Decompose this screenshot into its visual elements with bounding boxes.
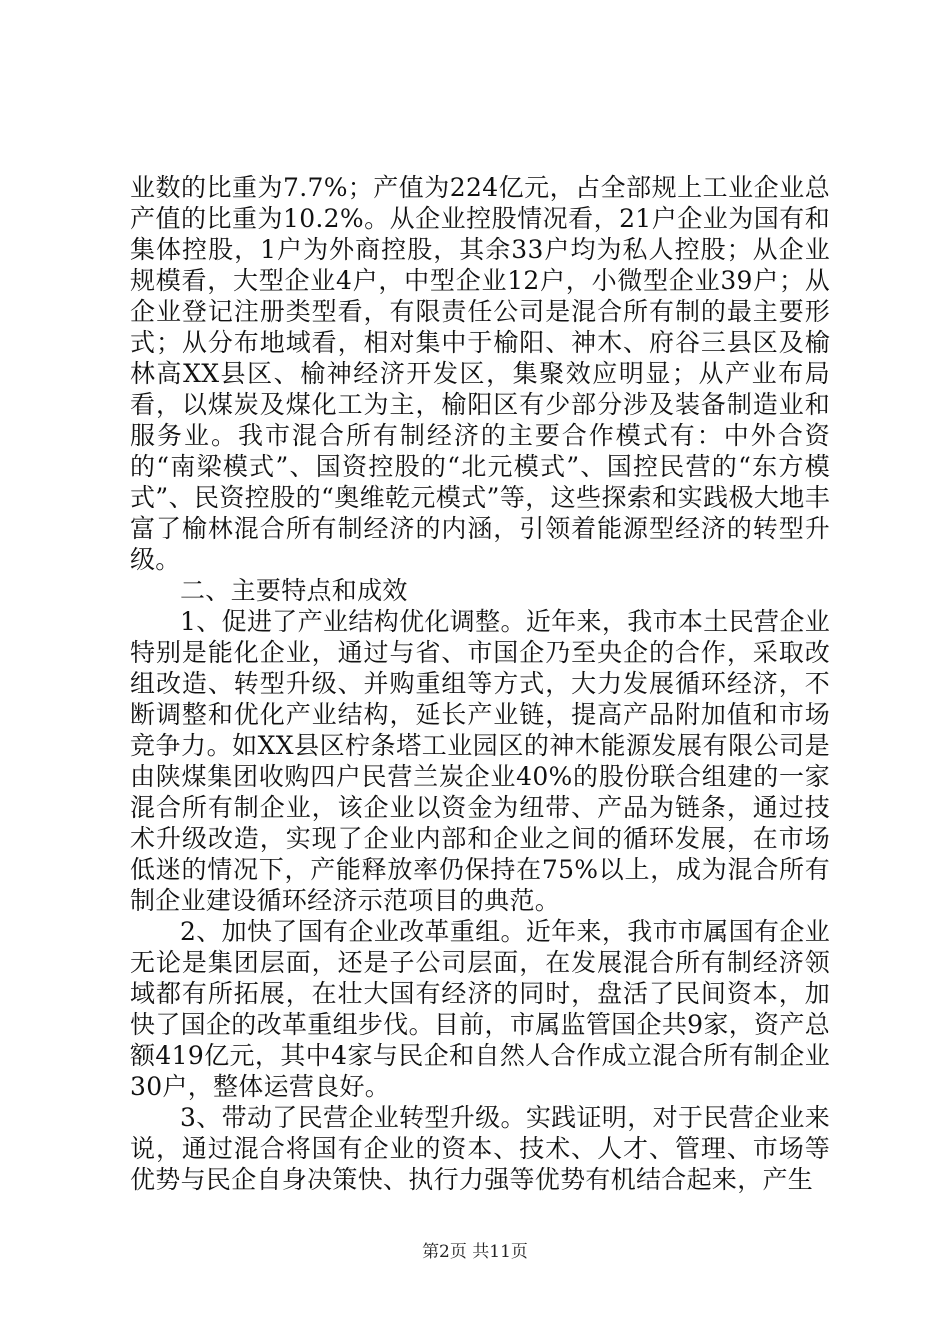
document-body (130, 172, 830, 1195)
paragraph-soe-reform: 2、加快了国有企业改革重组。近年来，我市市属国有企业无论是集团层面，还是子公司层面，在发展混合所有制经济领域都有所拓展，在壮大国有经济的同时，盘活了民间资本，加快了国企的改革重组步伐。目前，市属监管国企共9家，资产总额419亿元，其中4家与民企和自然人合作成立混合所有制企业30户，整体运营良好。 (130, 917, 830, 1101)
paragraph-continuation: 业数的比重为7.7%；产值为224亿元，占全部规上工业企业总产值的比重为10.2%。从企业控股情况看，21户企业为国有和集体控股，1户为外商控股，其余33户均为私人控股；从企业规模看，大型企业4户，中型企业12户，小微型企业39户；从企业登记注册类型看，有限责任公司是混合所有制的最主要形式；从分布地域看，相对集中于榆阳、神木、府谷三县区及榆林高XX县区、榆神经济开发区，集聚效应明显；从产业布局看，以煤炭及煤化工为主，榆阳区有少部分涉及装备制造业和服务业。我市混合所有制经济的主要合作模式有：中外合资的“南梁模式”、国资控股的“北元模式”、国控民营的“东方模式”、民资控股的“奥维乾元模式”等，这些探索和实践极大地丰富了榆林混合所有制经济的内涵，引领着能源型经济的转型升级。 (130, 173, 830, 574)
paragraph-private-enterprise: 3、带动了民营企业转型升级。实践证明，对于民营企业来说，通过混合将国有企业的资本、技术、人才、管理、市场等优势与民企自身决策快、执行力强等优势有机结合起来，产生 (130, 1103, 830, 1194)
page-number-footer: 第2页 共11页 (422, 1242, 528, 1262)
paragraph-industry-structure: 1、促进了产业结构优化调整。近年来，我市本土民营企业特别是能化企业，通过与省、市国企乃至央企的合作，采取改组改造、转型升级、并购重组等方式，大力发展循环经济，不断调整和优化产业结构，延长产业链，提高产品附加值和市场竞争力。如XX县区柠条塔工业园区的神木能源发展有限公司是由陕煤集团收购四户民营兰炭企业40%的股份联合组建的一家混合所有制企业，该企业以资金为纽带、产品为链条，通过技术升级改造，实现了企业内部和企业之间的循环发展，在市场低迷的情况下，产能释放率仍保持在75%以上，成为混合所有制企业建设循环经济示范项目的典范。 (130, 607, 830, 915)
section-heading: 二、主要特点和成效 (180, 576, 408, 605)
